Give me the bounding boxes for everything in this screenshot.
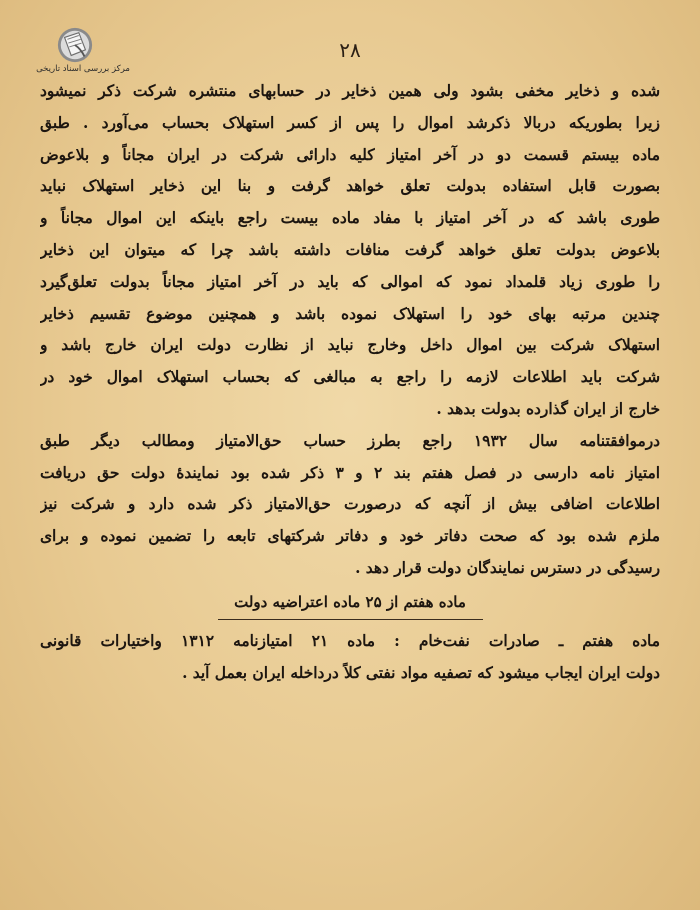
text-line: خارج از ایران گذارده بدولت بدهد . [436,399,660,418]
paragraph [40,426,660,585]
archive-logo-text: مرکز بررسی اسناد تاریخی [36,64,130,74]
paragraph [40,76,660,426]
text-line: ماده بیستم قسمت دو در آخر امتیاز کلیه دارائی شرکت در ایران مجاناً و بلاعوض [40,145,660,164]
text-line: رسیدگی در دسترس نمایندگان دولت قرار دهد . [355,558,660,577]
page-number: ۲۸ [339,38,361,62]
text-line: را طوری زیاد قلمداد نمود که اموالی که باید در آخر امتیاز مجاناً بدولت تعلق‌گیرد [40,272,660,291]
text-line: شده و ذخایر مخفی بشود ولی همین ذخایر در حسابهای منتشره شرکت ذکر نمیشود [40,82,660,100]
text-line: بصورت قابل استفاده بدولت تعلق خواهد گرفت و بنا این ذخایر استهلاک نباید [40,177,660,196]
text-line: دولت ایران ایجاب میشود که تصفیه مواد نفتی کلاً درداخله ایران بعمل آید . [182,663,660,682]
text-line: اطلاعات اضافی بیش از آنچه که درصورت حق‌الامتیاز ذکر شده دارد و شرکت نیز [40,495,660,514]
paragraph [40,626,660,690]
text-line: امتیاز نامه دارسی در فصل هفتم بند ۲ و ۳ ذکر شده بود نمایندهٔ دولت حق دریافت [40,463,660,482]
document-body [40,76,660,689]
text-line: چندین مرتبه بهای خود را استهلاک نموده باشد و همچنین موضوع تقسیم ذخایر [40,304,660,323]
text-line: درموافقتنامه سال ۱۹۳۲ راجع بطرز حساب حق‌الامتیاز ومطالب دیگر طبق [40,431,660,450]
heading-underline [218,619,483,620]
text-line: ملزم شده بود که صحت دفاتر خود و دفاتر شرکتهای تابعه را تضمین نموده و برای [40,527,660,546]
section-heading: ماده هفتم از ۲۵ ماده اعتراضیه دولت [234,592,466,611]
text-line: ماده هفتم ـ صادرات نفت‌خام : ماده ۲۱ امتیازنامه ۱۳۱۲ واختیارات قانونی [40,631,660,650]
text-line: استهلاک شرکت بین اموال داخل وخارج نباید از نظارت دولت ایران خارج باشد و [40,336,660,355]
text-line: شرکت باید اطلاعات لازمه را راجع به مبالغی که بحساب استهلاک اموال خود در [40,368,660,387]
text-line: بلاعوض بدولت تعلق خواهد گرفت منافات داشته باشد چرا که میتوان این ذخایر [40,240,660,259]
text-line: طوری باشد که در آخر امتیاز با مفاد ماده بیست راجع باینکه این اموال مجاناً و [40,209,660,228]
text-line: زیرا بطوریکه دربالا ذکرشد اموال را پس از کسر استهلاک بحساب می‌آورد . طبق [40,113,660,132]
